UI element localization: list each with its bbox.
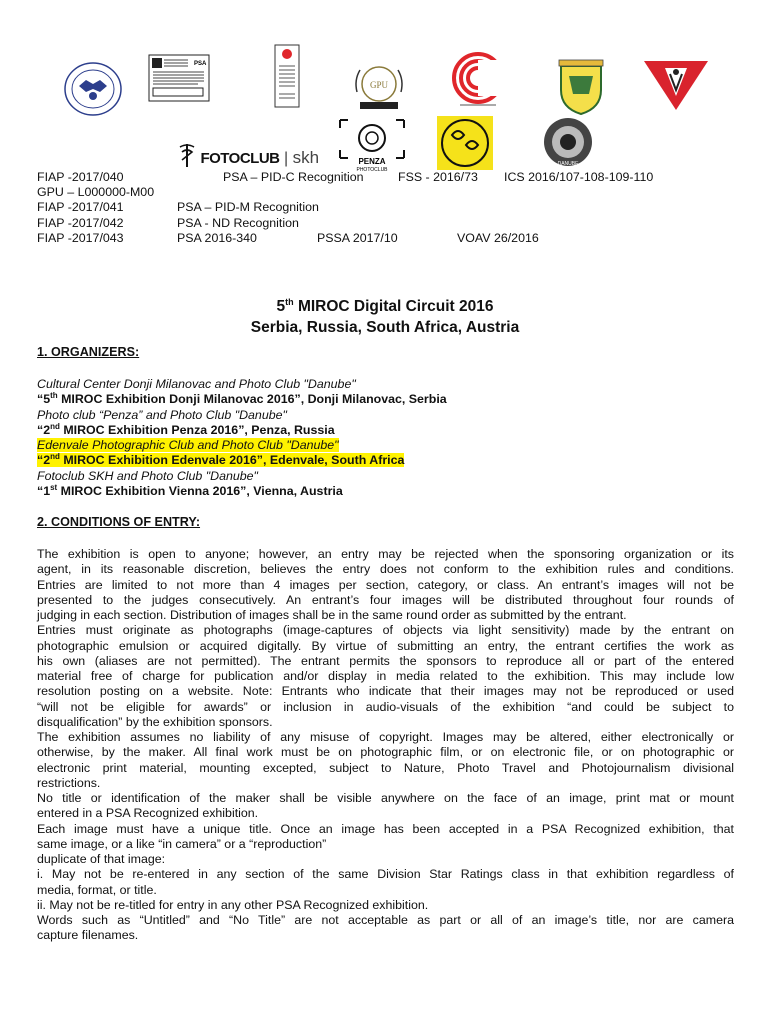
gpu-logo: [352, 62, 406, 112]
organizer-serbia: Cultural Center Donji Milanovac and Photo Club "Danube": [37, 377, 356, 391]
code-ics: ICS 2016/107-108-109-110: [504, 170, 654, 184]
conditions-line: otherwise, by the maker. All final work must be on photographic film, or on electronic file, or on photographic or: [37, 745, 734, 760]
conditions-line: The exhibition is open to anyone; however, an entry may be rejected when the sponsoring organization or its: [37, 547, 734, 561]
danube-club-logo: [542, 116, 594, 168]
organizer-austria: Fotoclub SKH and Photo Club "Danube": [37, 468, 258, 483]
psa-certificate: [148, 54, 210, 102]
conditions-line: material free of charge for publication and/or display in media related to the exhibition. This may include low: [37, 669, 734, 683]
organizer-russia: Photo club “Penza” and Photo Club "Danube": [37, 407, 287, 422]
fotoclub-text: FOTOCLUB: [200, 150, 280, 167]
fss-logo: [274, 44, 300, 108]
code-fiap-043: FIAP -2017/043: [37, 230, 124, 245]
conditions-line: same image, or a like “in camera” or a “reproduction”: [37, 836, 327, 851]
conditions-line: Entries must originate as photographs (image-captures of objects via light sensitivity) made by the entrant on: [37, 623, 734, 638]
code-fiap-041: FIAP -2017/041: [37, 200, 124, 215]
danube-text: DANUBE: [557, 161, 579, 167]
conditions-line: Entries are limited to not more than 4 images per section, category, or class. An entrant’s images will not be: [37, 577, 734, 592]
code-gpu: GPU – L000000-M00: [37, 185, 155, 200]
code-psa-pidc: PSA – PID-C Recognition: [223, 170, 364, 184]
code-psa-pidm: PSA – PID-M Recognition: [177, 200, 319, 215]
conditions-line: capture filenames.: [37, 928, 139, 943]
conditions-line: “will not be eligible for awards” or inclusion in audio-visuals of the exhibition “and could be subject to: [37, 699, 734, 714]
penza-text: PENZA: [358, 157, 386, 166]
code-fss: FSS - 2016/73: [398, 170, 478, 184]
conditions-text: [37, 547, 734, 944]
conditions-line: restrictions.: [37, 775, 101, 790]
conditions-line: his own (aliases are not permitted). The entrant permits the sponsors to reproduce all or part of the entered: [37, 653, 734, 668]
pssa-shield-logo: [555, 58, 607, 116]
conditions-line: media, format, or title.: [37, 882, 157, 897]
penza-photoclub-logo: [336, 116, 408, 172]
organizer-south-africa: Edenvale Photographic Club and Photo Club "Danube": [37, 438, 339, 453]
fiap-logo: [64, 62, 122, 116]
skh-text: skh: [292, 148, 320, 167]
fss-circle-logo: [450, 52, 506, 108]
conditions-line: agent, in its reasonable discretion, believes the entry does not conform to the exhibition rules and conditions.: [37, 562, 734, 577]
code-fiap-040: FIAP -2017/040: [37, 170, 124, 184]
edenvale-club-logo: [436, 115, 494, 171]
conditions-line: entered in a PSA Recognized exhibition.: [37, 806, 259, 821]
code-psa-nd: PSA - ND Recognition: [177, 215, 299, 230]
conditions-line: Words such as “Untitled” and “No Title” are not acceptable as part or all of an image’s title, nor are camera: [37, 913, 734, 927]
conditions-heading: 2. CONDITIONS OF ENTRY:: [37, 515, 201, 529]
code-psa-2016: PSA 2016-340: [177, 230, 257, 245]
conditions-line: resolution posting on a website. Note: Entrants who indicate that their images may not be reproduced or used: [37, 684, 734, 699]
conditions-line: presented to the judges consecutively. An entrant’s four images will be distributed throughout four rounds of: [37, 592, 734, 607]
code-fiap-042: FIAP -2017/042: [37, 215, 124, 230]
conditions-line: judging in each section. Distribution of images shall be in the same round order as submitted by the entrant.: [37, 608, 627, 622]
code-voav: VOAV 26/2016: [457, 230, 539, 245]
logo-band: [0, 0, 770, 172]
conditions-line: i. May not be re-entered in any section of the same Division Star Ratings class in that exhibition regardless of: [37, 867, 734, 882]
caduceus-icon: [178, 142, 196, 168]
svg-text:PSA: PSA: [194, 61, 207, 67]
organizers-heading: 1. ORGANIZERS:: [37, 345, 140, 359]
organizers-list: [37, 377, 447, 499]
conditions-line: disqualification” by the exhibition sponsors.: [37, 714, 273, 729]
exhibition-austria: “1st MIROC Exhibition Vienna 2016”, Vienna, Austria: [37, 482, 343, 499]
conditions-line: Each image must have a unique title. Once an image has been accepted in a PSA Recognized exhibition, that: [37, 821, 734, 836]
conditions-line: duplicate of that image:: [37, 852, 166, 866]
conditions-line: No title or identification of the maker shall be visible anywhere on the face of an image, print mat or mount: [37, 791, 734, 805]
vienna-club-logo: [643, 60, 709, 112]
conditions-line: electronic print material, mounting excepted, subject to Nature, Photo Travel and Photojournalism divisional: [37, 760, 734, 775]
exhibition-serbia: “5th MIROC Exhibition Donji Milanovac 2016”, Donji Milanovac, Serbia: [37, 391, 447, 407]
conditions-line: The exhibition assumes no liability of any misuse of copyright. Images may be altered, either electronically or: [37, 730, 734, 744]
code-pssa: PSSA 2017/10: [317, 230, 398, 245]
exhibition-russia: “2nd MIROC Exhibition Penza 2016”, Penza, Russia: [37, 421, 335, 437]
penza-sub: PHOTOCLUB: [356, 167, 388, 172]
gpu-text: GPU: [369, 80, 389, 90]
fotoclub-skh-logo: FOTOCLUB | skh: [178, 142, 319, 168]
document-title: [0, 292, 770, 338]
conditions-line: ii. May not be re-titled for entry in any other PSA Recognized exhibition.: [37, 897, 429, 912]
title-line-1: 5th MIROC Digital Circuit 2016: [276, 297, 494, 316]
conditions-line: photographic emulsion or acquired digitally. By virtue of submitting an entry, the entrant certifies the work as: [37, 638, 734, 653]
title-line-2: Serbia, Russia, South Africa, Austria: [250, 319, 520, 337]
exhibition-south-africa: “2nd MIROC Exhibition Edenvale 2016”, Edenvale, South Africa: [37, 452, 405, 468]
